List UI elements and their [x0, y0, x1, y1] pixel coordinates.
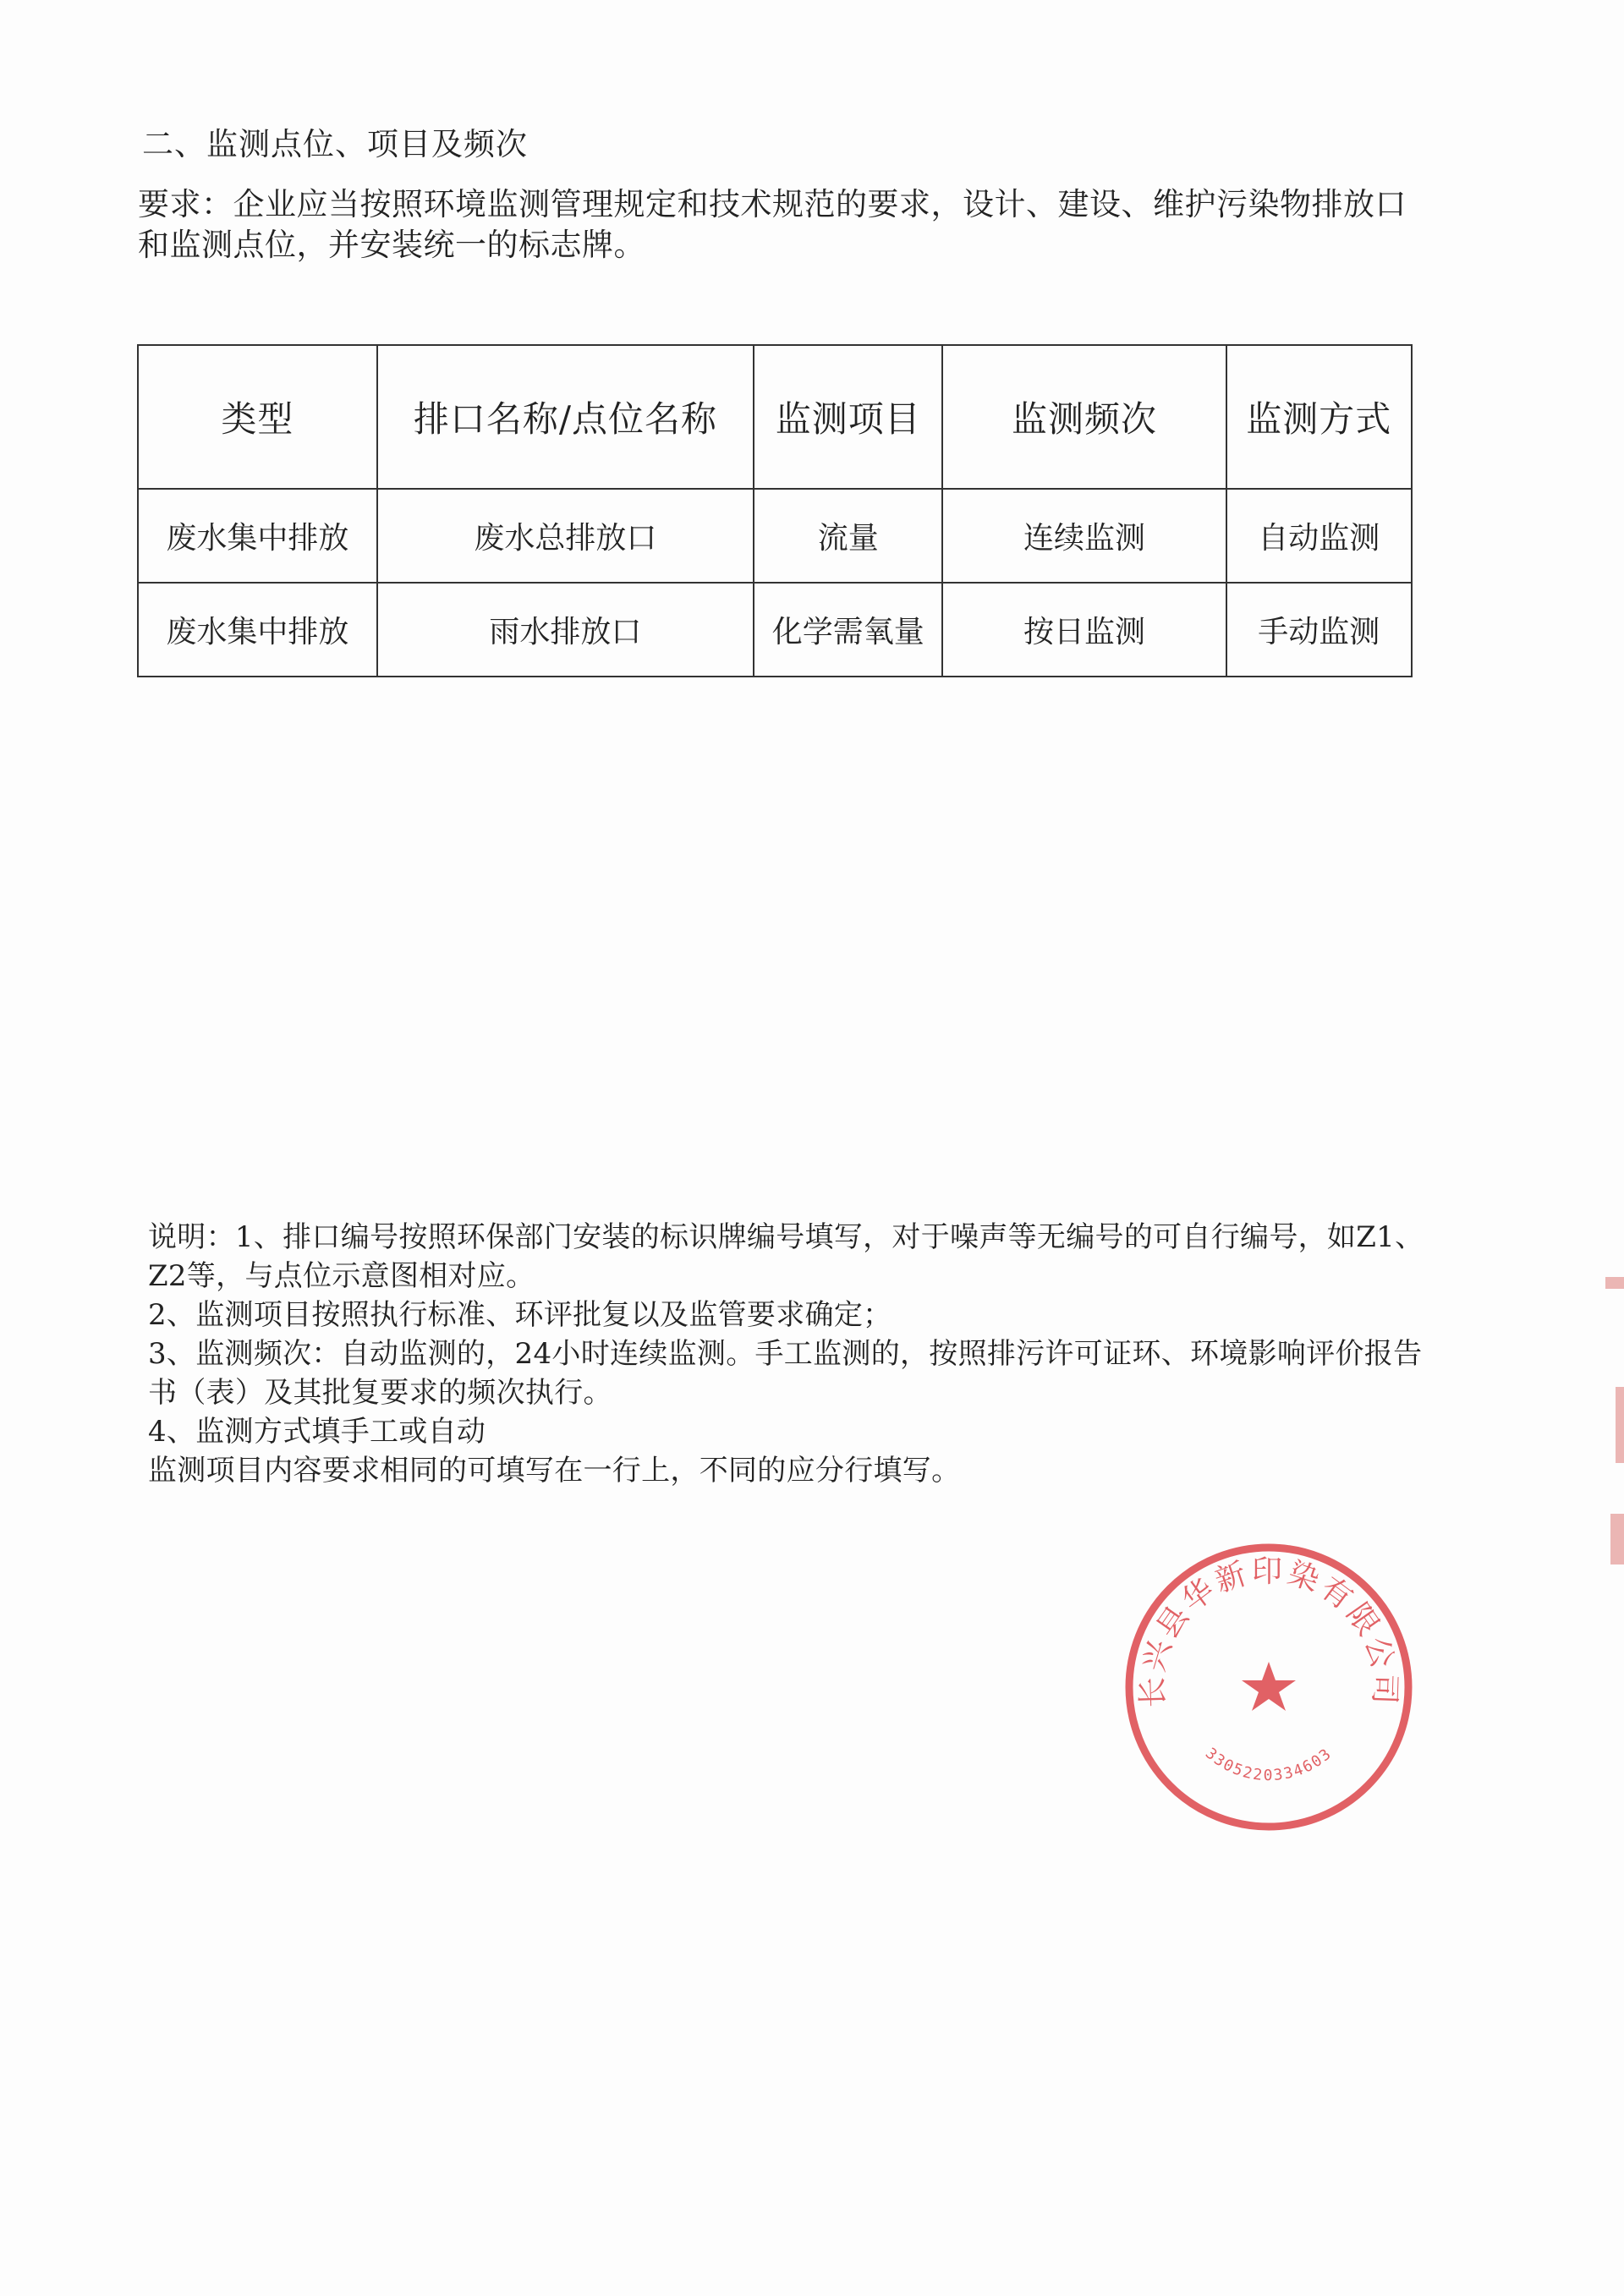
table-row: [138, 489, 1412, 583]
cell-method: 手动监测: [1226, 583, 1412, 677]
note-line: 4、监测方式填手工或自动: [148, 1415, 486, 1449]
cell-type: 废水集中排放: [138, 489, 377, 583]
section-title: 二、监测点位、项目及频次: [142, 126, 528, 162]
seal-company-text: 长兴县华新印染有限公司: [1135, 1554, 1402, 1708]
svg-text:3305220334603: [1202, 1745, 1336, 1784]
scan-edge-mark: [1616, 1387, 1624, 1463]
table-header-row: [138, 345, 1412, 489]
header-frequency: 监测频次: [942, 345, 1226, 489]
requirement-text: 要求：企业应当按照环境监测管理规定和技术规范的要求，设计、建设、维护污染物排放口和监测点位，并安装统一的标志牌。: [138, 186, 1407, 263]
cell-outlet-name: 雨水排放口: [377, 583, 754, 677]
cell-frequency: 按日监测: [942, 583, 1226, 677]
note-line: 监测项目内容要求相同的可填写在一行上，不同的应分行填写。: [148, 1454, 961, 1488]
notes-block: [148, 1218, 1425, 1490]
cell-method: 自动监测: [1226, 489, 1412, 583]
cell-type: 废水集中排放: [138, 583, 377, 677]
cell-monitor-item: 流量: [754, 489, 942, 583]
note-line: 说明：1、排口编号按照环保部门安装的标识牌编号填写，对于噪声等无编号的可自行编号，如Z1、Z2等，与点位示意图相对应。: [148, 1220, 1424, 1293]
monitoring-table: [137, 344, 1413, 677]
header-monitor-item: 监测项目: [754, 345, 942, 489]
header-method: 监测方式: [1226, 345, 1412, 489]
company-seal-icon: [1116, 1535, 1421, 1839]
header-type: 类型: [138, 345, 377, 489]
cell-monitor-item: 化学需氧量: [754, 583, 942, 677]
table-row: [138, 583, 1412, 677]
scan-edge-mark: [1610, 1514, 1624, 1564]
cell-frequency: 连续监测: [942, 489, 1226, 583]
seal-star-icon: [1242, 1662, 1296, 1711]
note-line: 2、监测项目按照执行标准、环评批复以及监管要求确定；: [148, 1298, 892, 1332]
cell-outlet-name: 废水总排放口: [377, 489, 754, 583]
seal-code-text: 3305220334603: [1201, 1744, 1336, 1785]
note-line: 3、监测频次：自动监测的，24小时连续监测。手工监测的，按照排污许可证环、环境影响评价报告书（表）及其批复要求的频次执行。: [148, 1337, 1423, 1410]
header-outlet-name: 排口名称/点位名称: [377, 345, 754, 489]
scan-edge-mark: [1605, 1277, 1624, 1289]
